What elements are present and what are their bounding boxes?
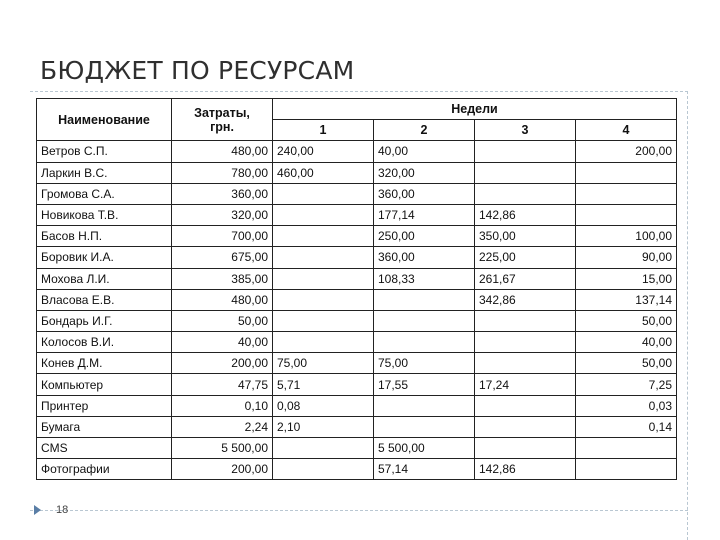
cell-week-1 <box>273 310 374 331</box>
cell-name: Громова С.А. <box>37 183 172 204</box>
cell-week-3 <box>475 438 576 459</box>
cell-week-2: 40,00 <box>374 141 475 162</box>
cell-cost: 320,00 <box>172 204 273 225</box>
table-row <box>37 353 677 374</box>
cell-week-3 <box>475 141 576 162</box>
header-week-2: 2 <box>374 120 475 141</box>
cell-week-1 <box>273 438 374 459</box>
cell-week-1: 460,00 <box>273 162 374 183</box>
cell-week-3: 342,86 <box>475 289 576 310</box>
cell-week-3: 17,24 <box>475 374 576 395</box>
triangle-marker-icon <box>34 505 41 515</box>
cell-week-3 <box>475 332 576 353</box>
cell-week-2 <box>374 310 475 331</box>
cell-week-4: 90,00 <box>576 247 677 268</box>
cell-week-1: 2,10 <box>273 416 374 437</box>
footer-divider <box>30 510 688 511</box>
cell-name: Ветров С.П. <box>37 141 172 162</box>
table-row <box>37 289 677 310</box>
cell-name: Компьютер <box>37 374 172 395</box>
cell-week-3: 350,00 <box>475 226 576 247</box>
cell-week-4: 50,00 <box>576 310 677 331</box>
cell-cost: 385,00 <box>172 268 273 289</box>
cell-week-2: 75,00 <box>374 353 475 374</box>
cell-week-3 <box>475 353 576 374</box>
cell-name: Колосов В.И. <box>37 332 172 353</box>
cell-week-2: 360,00 <box>374 183 475 204</box>
cell-week-2 <box>374 289 475 310</box>
cell-week-4 <box>576 183 677 204</box>
cell-week-1 <box>273 183 374 204</box>
page-number: 18 <box>56 504 69 516</box>
table-row <box>37 395 677 416</box>
cell-week-4: 100,00 <box>576 226 677 247</box>
cell-cost: 360,00 <box>172 183 273 204</box>
cell-week-2: 250,00 <box>374 226 475 247</box>
cell-week-2: 108,33 <box>374 268 475 289</box>
cell-week-4: 7,25 <box>576 374 677 395</box>
cell-week-2 <box>374 395 475 416</box>
cell-week-1: 240,00 <box>273 141 374 162</box>
table-row <box>37 183 677 204</box>
cell-week-3: 225,00 <box>475 247 576 268</box>
cell-week-2 <box>374 416 475 437</box>
cell-name: Власова Е.В. <box>37 289 172 310</box>
table-row <box>37 459 677 480</box>
cell-week-3 <box>475 416 576 437</box>
cell-cost: 675,00 <box>172 247 273 268</box>
header-week-3: 3 <box>475 120 576 141</box>
cell-week-2: 17,55 <box>374 374 475 395</box>
cell-cost: 780,00 <box>172 162 273 183</box>
cell-week-3: 142,86 <box>475 459 576 480</box>
cell-name: Фотографии <box>37 459 172 480</box>
header-cost-line2: грн. <box>210 119 234 134</box>
cell-name: Боровик И.А. <box>37 247 172 268</box>
cell-week-1: 5,71 <box>273 374 374 395</box>
cell-week-1 <box>273 226 374 247</box>
table-row <box>37 162 677 183</box>
cell-week-3 <box>475 395 576 416</box>
cell-week-1 <box>273 247 374 268</box>
cell-week-2: 5 500,00 <box>374 438 475 459</box>
cell-name: Бондарь И.Г. <box>37 310 172 331</box>
cell-week-1 <box>273 459 374 480</box>
cell-cost: 2,24 <box>172 416 273 437</box>
cell-cost: 47,75 <box>172 374 273 395</box>
cell-week-3: 261,67 <box>475 268 576 289</box>
header-weeks: Недели <box>273 99 677 120</box>
cell-week-1 <box>273 268 374 289</box>
cell-week-1: 75,00 <box>273 353 374 374</box>
cell-week-4 <box>576 162 677 183</box>
cell-cost: 700,00 <box>172 226 273 247</box>
slide-title: БЮДЖЕТ ПО РЕСУРСАМ <box>40 56 355 85</box>
table-row <box>37 416 677 437</box>
table-row <box>37 204 677 225</box>
cell-week-2 <box>374 332 475 353</box>
cell-name: Конев Д.М. <box>37 353 172 374</box>
cell-week-4: 50,00 <box>576 353 677 374</box>
cell-cost: 50,00 <box>172 310 273 331</box>
budget-table <box>36 98 677 480</box>
cell-week-4 <box>576 438 677 459</box>
cell-week-4: 40,00 <box>576 332 677 353</box>
header-cost <box>172 99 273 141</box>
cell-week-1 <box>273 289 374 310</box>
cell-week-1 <box>273 204 374 225</box>
header-week-1: 1 <box>273 120 374 141</box>
cell-week-2: 57,14 <box>374 459 475 480</box>
cell-week-4: 0,14 <box>576 416 677 437</box>
title-divider <box>30 91 688 92</box>
header-cost-line1: Затраты, <box>194 105 250 120</box>
cell-week-4: 0,03 <box>576 395 677 416</box>
cell-week-4 <box>576 204 677 225</box>
table-row <box>37 332 677 353</box>
table-row <box>37 268 677 289</box>
right-border-line <box>687 91 688 540</box>
cell-week-3 <box>475 162 576 183</box>
cell-name: Басов Н.П. <box>37 226 172 247</box>
cell-name: Новикова Т.В. <box>37 204 172 225</box>
cell-cost: 5 500,00 <box>172 438 273 459</box>
cell-week-2: 320,00 <box>374 162 475 183</box>
table-row <box>37 247 677 268</box>
cell-cost: 40,00 <box>172 332 273 353</box>
cell-name: Ларкин В.С. <box>37 162 172 183</box>
cell-cost: 200,00 <box>172 353 273 374</box>
cell-cost: 200,00 <box>172 459 273 480</box>
cell-name: CMS <box>37 438 172 459</box>
cell-name: Бумага <box>37 416 172 437</box>
header-name: Наименование <box>37 99 172 141</box>
header-week-4: 4 <box>576 120 677 141</box>
cell-week-2: 177,14 <box>374 204 475 225</box>
table-row <box>37 226 677 247</box>
cell-week-1 <box>273 332 374 353</box>
cell-name: Принтер <box>37 395 172 416</box>
cell-week-3: 142,86 <box>475 204 576 225</box>
cell-week-1: 0,08 <box>273 395 374 416</box>
cell-week-3 <box>475 183 576 204</box>
table-row <box>37 141 677 162</box>
cell-week-4: 15,00 <box>576 268 677 289</box>
cell-cost: 0,10 <box>172 395 273 416</box>
cell-name: Мохова Л.И. <box>37 268 172 289</box>
cell-cost: 480,00 <box>172 289 273 310</box>
table-row <box>37 310 677 331</box>
cell-week-3 <box>475 310 576 331</box>
cell-week-4: 137,14 <box>576 289 677 310</box>
cell-cost: 480,00 <box>172 141 273 162</box>
table-row <box>37 374 677 395</box>
table-row <box>37 438 677 459</box>
cell-week-4: 200,00 <box>576 141 677 162</box>
cell-week-2: 360,00 <box>374 247 475 268</box>
cell-week-4 <box>576 459 677 480</box>
